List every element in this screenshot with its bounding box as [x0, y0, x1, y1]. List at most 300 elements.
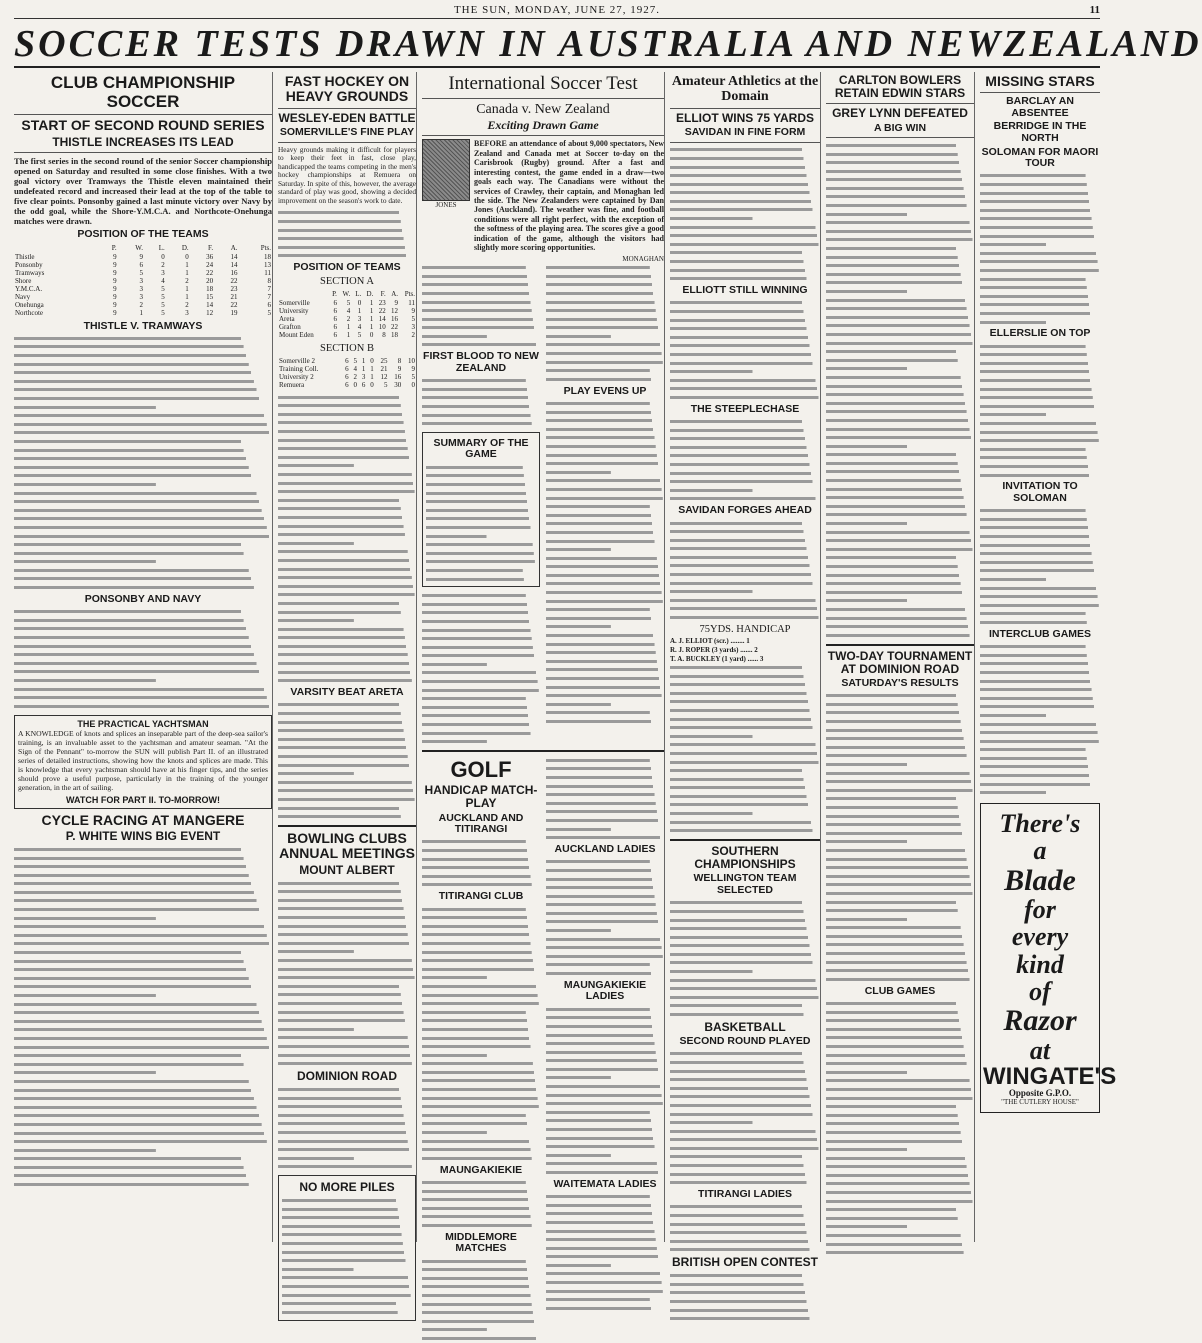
article-body-text	[422, 905, 540, 1163]
table-header-cell: L.	[355, 290, 362, 299]
text-line	[980, 436, 1100, 445]
text-line	[546, 1108, 664, 1117]
text-line	[426, 575, 536, 584]
text-line	[278, 812, 416, 821]
text-line	[422, 1300, 540, 1309]
text-line	[278, 226, 416, 235]
text-line	[14, 957, 272, 966]
text-line	[826, 999, 974, 1008]
text-line	[670, 899, 820, 908]
table-cell: 1	[361, 364, 366, 373]
big-win-headline: A BIG WIN	[873, 121, 927, 134]
middlemore-subhead: MIDDLEMORE MATCHES	[445, 1230, 517, 1255]
text-line	[422, 626, 540, 635]
monaghan-caption: MONAGHAN	[622, 255, 664, 264]
text-line	[980, 258, 1100, 267]
text-line	[14, 515, 272, 524]
text-line	[980, 549, 1100, 558]
standings-row	[14, 293, 272, 301]
text-line	[980, 393, 1100, 402]
text-line	[278, 393, 416, 402]
text-line	[278, 887, 416, 896]
text-line	[826, 924, 974, 933]
results-title: 75YDS. HANDICAP	[699, 623, 791, 635]
text-line	[278, 496, 416, 505]
text-line	[14, 616, 272, 625]
column-club-soccer	[14, 72, 273, 1242]
text-line	[546, 349, 664, 358]
text-line	[826, 382, 974, 391]
text-line	[826, 622, 974, 631]
text-line	[546, 816, 664, 825]
text-line	[980, 642, 1100, 651]
text-line	[14, 1154, 272, 1163]
text-line	[422, 341, 540, 350]
text-line	[546, 306, 664, 315]
maungakiekie-subhead: MAUNGAKIEKIE	[439, 1163, 523, 1176]
text-line	[422, 703, 540, 712]
thistle-tramways-subhead: THISTLE V. TRAMWAYS	[83, 319, 203, 332]
text-line	[546, 825, 664, 834]
text-line	[980, 275, 1100, 284]
text-line	[14, 940, 272, 949]
text-line	[980, 720, 1100, 729]
article-body-text	[980, 507, 1100, 627]
text-line	[422, 1265, 540, 1274]
article-body-text	[670, 1203, 820, 1255]
text-line	[670, 316, 820, 325]
table-cell: 3	[139, 292, 143, 301]
golf-headline: GOLF	[450, 757, 512, 783]
text-line	[670, 1203, 820, 1212]
text-line	[422, 376, 540, 385]
text-line	[670, 749, 820, 758]
text-line	[670, 469, 820, 478]
text-line	[980, 677, 1100, 686]
text-line	[670, 1144, 820, 1153]
text-line	[422, 402, 540, 411]
soccer-standings-table	[14, 243, 272, 317]
first-blood-subhead: FIRST BLOOD TO NEW ZEALAND	[423, 350, 539, 374]
text-line	[546, 1117, 664, 1126]
text-line	[670, 826, 820, 835]
text-line	[278, 427, 416, 436]
text-line	[282, 1282, 412, 1291]
table-cell: 23	[378, 299, 386, 308]
text-line	[980, 711, 1100, 720]
table-cell: 7	[267, 292, 271, 301]
text-line	[278, 209, 416, 218]
text-line	[546, 289, 664, 298]
text-line	[422, 1308, 540, 1317]
text-line	[980, 368, 1100, 377]
table-cell: 6	[333, 307, 337, 316]
article-body-text	[546, 263, 664, 383]
text-line	[980, 359, 1100, 368]
text-line	[670, 1220, 820, 1229]
text-line	[14, 1137, 272, 1146]
text-line	[826, 1154, 974, 1163]
text-line	[546, 554, 664, 563]
article-body-text	[980, 642, 1100, 797]
text-line	[980, 419, 1100, 428]
club-games-subhead: CLUB GAMES	[864, 984, 936, 997]
text-line	[826, 1180, 974, 1189]
text-line	[670, 545, 820, 554]
table-header-cell	[14, 243, 99, 253]
text-line	[546, 434, 664, 443]
text-line	[826, 322, 974, 331]
table-cell: 5	[384, 380, 388, 389]
table-cell: Training Coll.	[279, 364, 319, 373]
text-line	[14, 897, 272, 906]
table-cell: 0	[185, 252, 189, 261]
text-line	[14, 879, 272, 888]
text-line	[422, 315, 540, 324]
table-cell: 3	[161, 268, 165, 277]
text-line	[670, 1118, 820, 1127]
text-line	[14, 420, 272, 429]
text-line	[670, 197, 820, 206]
text-line	[670, 680, 820, 689]
text-line	[546, 545, 664, 554]
text-line	[278, 436, 416, 445]
text-line	[278, 1137, 416, 1146]
text-line	[546, 909, 664, 918]
text-line	[670, 596, 820, 605]
text-line	[670, 698, 820, 707]
text-line	[826, 193, 974, 202]
ad-location: Opposite G.P.O.	[1008, 1088, 1072, 1099]
text-line	[670, 417, 820, 426]
text-line	[546, 1253, 664, 1262]
text-line	[546, 399, 664, 408]
table-cell: 1	[369, 315, 374, 324]
table-cell: 9	[113, 260, 117, 269]
hockey-lead-paragraph: Heavy grounds making it difficult for players to keep their feet in fast, close play, handicapped the teams competing in the men's hockey championships at Remuera on Saturday. In spite of this, however, the average standard of play was good, showing a decided improvement on the season's work to date.	[278, 144, 416, 206]
article-body-text	[422, 376, 540, 428]
text-line	[278, 659, 416, 668]
text-line	[546, 943, 664, 952]
text-line	[422, 1128, 540, 1137]
text-line	[670, 1127, 820, 1136]
text-line	[546, 1142, 664, 1151]
text-line	[278, 1008, 416, 1017]
text-line	[980, 189, 1100, 198]
text-line	[826, 941, 974, 950]
table-cell: 2	[346, 315, 351, 324]
table-cell: 12	[391, 307, 399, 316]
text-line	[422, 419, 540, 428]
text-line	[14, 403, 272, 412]
text-line	[826, 975, 974, 984]
text-line	[670, 1136, 820, 1145]
table-cell: 1	[185, 284, 189, 293]
text-line	[422, 974, 540, 983]
text-line	[546, 935, 664, 944]
text-line	[826, 717, 974, 726]
text-line	[826, 915, 974, 924]
table-cell: 2	[161, 260, 165, 269]
text-line	[422, 1008, 540, 1017]
table-cell: 9	[411, 307, 415, 316]
text-line	[826, 1145, 974, 1154]
column-hockey	[278, 72, 417, 1242]
text-line	[826, 1248, 974, 1257]
text-line	[422, 931, 540, 940]
article-body-text	[826, 141, 974, 639]
text-line	[980, 754, 1100, 763]
text-line	[422, 600, 540, 609]
teams-table-title: POSITION OF THE TEAMS	[77, 227, 209, 240]
summary-title: SUMMARY OF THE GAME	[433, 436, 529, 461]
text-line	[14, 575, 272, 584]
text-line	[14, 437, 272, 446]
text-line	[980, 232, 1100, 241]
table-cell: 14	[206, 300, 214, 309]
table-cell: 3	[139, 284, 143, 293]
text-line	[826, 571, 974, 580]
column-athletics	[670, 72, 821, 1270]
text-line	[278, 922, 416, 931]
second-round-played-headline: SECOND ROUND PLAYED	[679, 1035, 811, 1048]
text-line	[14, 1069, 272, 1078]
text-line	[980, 318, 1100, 327]
text-line	[14, 429, 272, 438]
text-line	[980, 180, 1100, 189]
text-line	[826, 855, 974, 864]
text-line	[546, 1270, 664, 1279]
table-cell: 2	[411, 331, 415, 340]
text-line	[670, 206, 820, 215]
text-line	[546, 1192, 664, 1201]
table-cell: 22	[378, 307, 386, 316]
text-line	[422, 1077, 540, 1086]
text-line	[546, 674, 664, 683]
table-cell: 21	[230, 292, 238, 301]
text-line	[278, 1102, 416, 1111]
text-line	[670, 307, 820, 316]
article-body-text	[278, 1085, 416, 1171]
text-line	[980, 668, 1100, 677]
text-line	[278, 410, 416, 419]
text-line	[278, 1034, 416, 1043]
article-body-text	[278, 879, 416, 1068]
article-body-text	[980, 172, 1100, 327]
ad-line: kind	[1016, 949, 1064, 979]
text-line	[278, 956, 416, 965]
canada-nz-headline: Canada v. New Zealand	[476, 101, 610, 117]
hockey-row	[278, 357, 416, 365]
page-number: 11	[1089, 4, 1100, 16]
text-line	[14, 540, 272, 549]
text-line	[546, 1048, 664, 1057]
text-line	[422, 332, 540, 341]
titirangi-club-subhead: TITIRANGI CLUB	[438, 890, 524, 903]
standings-row	[14, 277, 272, 285]
text-line	[670, 154, 820, 163]
text-line	[278, 444, 416, 453]
table-cell: 1	[370, 364, 374, 373]
text-line	[422, 609, 540, 618]
text-line	[546, 1244, 664, 1253]
table-cell: 15	[206, 292, 214, 301]
text-line	[670, 723, 820, 732]
table-cell: 5	[357, 331, 362, 340]
table-header-cell: A.	[391, 290, 399, 299]
text-line	[826, 1016, 974, 1025]
text-line	[546, 1091, 664, 1100]
missing-stars-headline: MISSING STARS	[985, 73, 1095, 89]
text-line	[14, 607, 272, 616]
text-line	[14, 948, 272, 957]
text-line	[546, 782, 664, 791]
text-line	[546, 528, 664, 537]
text-line	[422, 1120, 540, 1129]
text-line	[670, 171, 820, 180]
text-line	[278, 556, 416, 565]
table-cell: 8	[267, 276, 271, 285]
tournament-headline: TWO-DAY TOURNAMENT AT DOMINION ROAD	[827, 648, 973, 676]
text-line	[278, 913, 416, 922]
drawn-game-headline: Exciting Drawn Game	[487, 118, 599, 133]
text-line	[826, 528, 974, 537]
text-line	[826, 141, 974, 150]
text-line	[546, 700, 664, 709]
text-line	[670, 689, 820, 698]
text-line	[278, 804, 416, 813]
text-line	[546, 442, 664, 451]
table-header-cell: P.	[111, 243, 117, 252]
text-line	[282, 1248, 412, 1257]
text-line	[670, 1075, 820, 1084]
text-line	[422, 1025, 540, 1034]
text-line	[14, 974, 272, 983]
text-line	[826, 227, 974, 236]
play-evens-subhead: PLAY EVENS UP	[563, 384, 647, 397]
text-line	[670, 613, 820, 622]
text-line	[670, 536, 820, 545]
standings-row	[14, 261, 272, 269]
text-line	[422, 982, 540, 991]
table-cell: 5	[161, 300, 165, 309]
text-line	[14, 1000, 272, 1009]
text-line	[826, 554, 974, 563]
text-line	[546, 1099, 664, 1108]
text-line	[826, 760, 974, 769]
wellington-team-headline: WELLINGTON TEAM SELECTED	[693, 872, 797, 896]
text-line	[422, 1291, 540, 1300]
text-line	[422, 1042, 540, 1051]
article-body-text	[670, 899, 820, 1019]
article-body-text	[422, 1257, 540, 1343]
table-cell: University	[279, 307, 309, 316]
table-cell: 2	[185, 300, 189, 309]
jones-caption: JONES	[435, 201, 457, 210]
text-line	[826, 330, 974, 339]
text-line	[546, 1210, 664, 1219]
text-line	[826, 476, 974, 485]
text-line	[670, 941, 820, 950]
text-line	[670, 1093, 820, 1102]
table-cell: Grafton	[279, 323, 301, 332]
text-line	[422, 846, 540, 855]
text-line	[980, 342, 1100, 351]
text-line	[546, 691, 664, 700]
text-line	[546, 1014, 664, 1023]
text-line	[826, 511, 974, 520]
table-cell: 1	[357, 307, 362, 316]
text-line	[826, 545, 974, 554]
text-line	[670, 553, 820, 562]
text-line	[546, 648, 664, 657]
text-line	[422, 939, 540, 948]
text-line	[14, 1034, 272, 1043]
text-line	[14, 633, 272, 642]
text-line	[670, 146, 820, 155]
text-line	[422, 729, 540, 738]
text-line	[422, 1137, 540, 1146]
text-line	[14, 566, 272, 575]
text-line	[426, 506, 536, 515]
text-line	[546, 1168, 664, 1177]
text-line	[422, 905, 540, 914]
table-cell: 5	[139, 268, 143, 277]
standings-row	[14, 285, 272, 293]
table-cell: Ponsonby	[15, 260, 43, 269]
text-line	[826, 743, 974, 752]
text-line	[278, 1120, 416, 1129]
table-cell: 0	[370, 356, 374, 365]
text-line	[826, 1197, 974, 1206]
text-line	[422, 1111, 540, 1120]
table-cell: 1	[369, 307, 374, 316]
text-line	[670, 1211, 820, 1220]
carlton-headline: CARLTON BOWLERS RETAIN EDWIN STARS	[834, 73, 966, 101]
text-line	[14, 1051, 272, 1060]
text-line	[422, 863, 540, 872]
text-line	[422, 298, 540, 307]
text-line	[14, 702, 272, 711]
text-line	[14, 411, 272, 420]
table-cell: 21	[380, 364, 388, 373]
table-cell: 16	[394, 372, 402, 381]
advertisement-text	[282, 1196, 412, 1316]
text-line	[546, 1082, 664, 1091]
text-line	[278, 651, 416, 660]
text-line	[278, 948, 416, 957]
text-line	[14, 472, 272, 481]
text-line	[546, 614, 664, 623]
text-line	[422, 385, 540, 394]
text-line	[826, 1025, 974, 1034]
table-cell: Navy	[15, 292, 31, 301]
table-cell: 1	[346, 323, 351, 332]
article-body-text	[826, 999, 974, 1257]
text-line	[980, 301, 1100, 310]
text-line	[422, 643, 540, 652]
saturday-results-headline: SATURDAY'S RESULTS	[841, 676, 959, 689]
text-line	[278, 879, 416, 888]
text-line	[980, 402, 1100, 411]
text-line	[826, 244, 974, 253]
text-line	[422, 1213, 540, 1222]
barclay-headline: BARCLAY AN ABSENTEE	[1006, 95, 1074, 119]
text-line	[670, 783, 820, 792]
table-cell: 14	[378, 315, 386, 324]
text-line	[670, 1067, 820, 1076]
text-line	[14, 1017, 272, 1026]
